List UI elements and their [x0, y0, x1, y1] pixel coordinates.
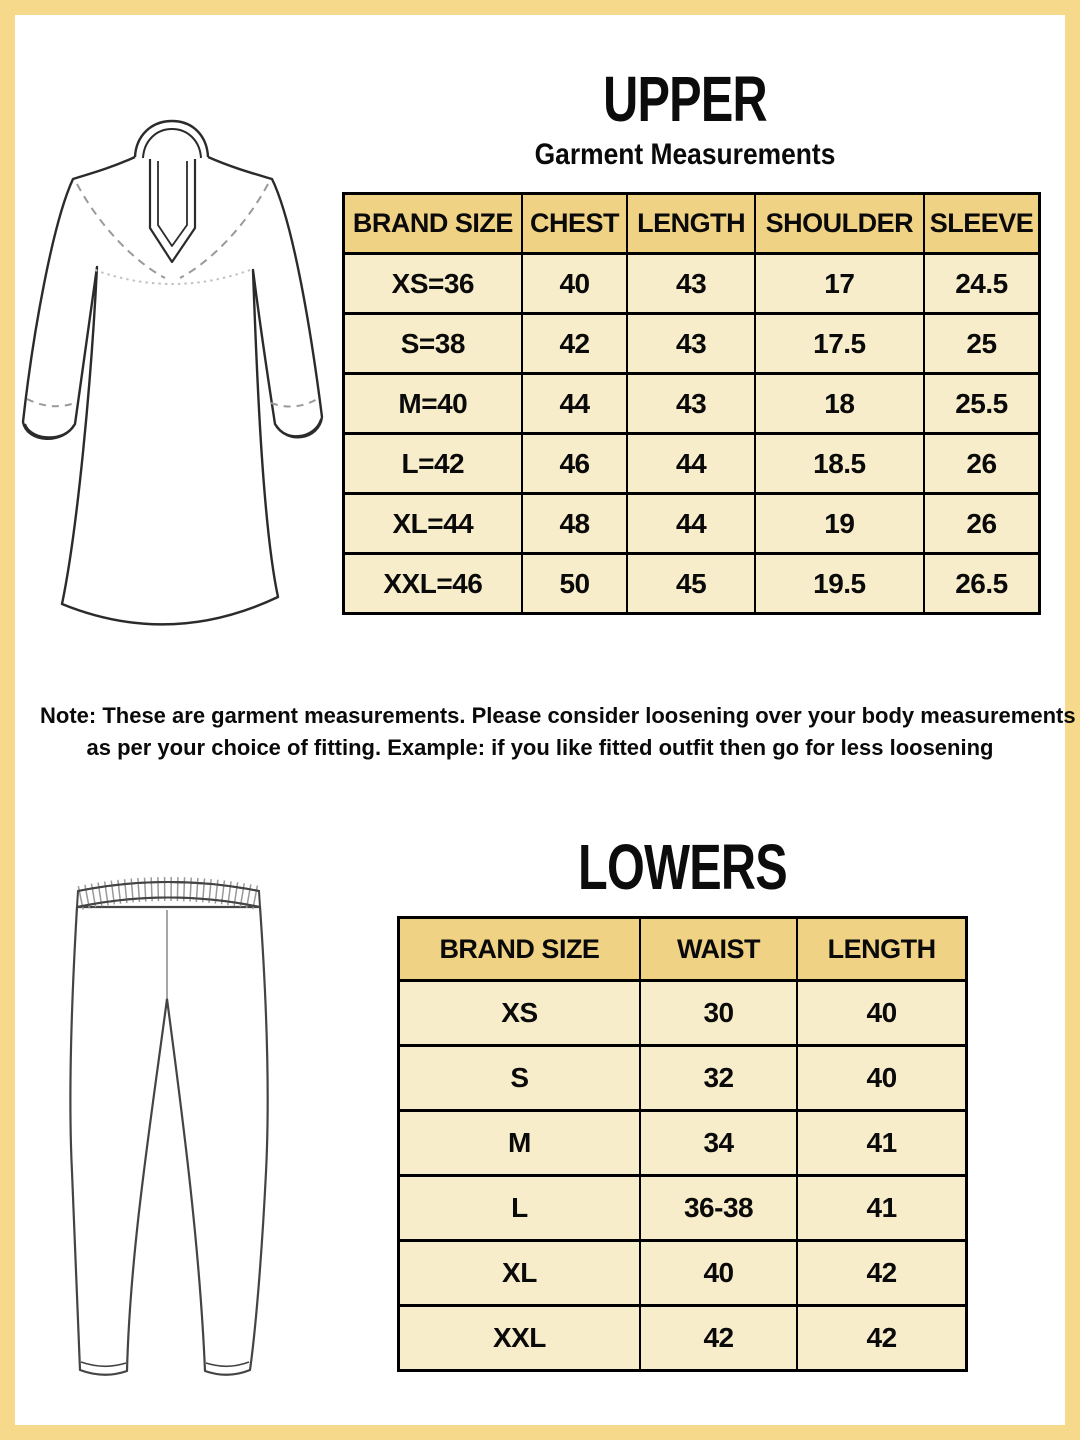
table-row — [344, 494, 1040, 554]
cell: 43 — [627, 374, 754, 434]
cell: 42 — [797, 1241, 966, 1306]
lowers-size-table — [397, 916, 968, 1372]
cell: 44 — [522, 374, 628, 434]
column-header: SLEEVE — [924, 194, 1040, 254]
cell: 25.5 — [924, 374, 1040, 434]
table-row — [399, 1241, 967, 1306]
cell: XXL — [399, 1306, 640, 1371]
cell: 46 — [522, 434, 628, 494]
column-header: BRAND SIZE — [399, 918, 640, 981]
lowers-section-title: LOWERS — [578, 831, 787, 903]
header-row — [399, 918, 967, 981]
cell: 32 — [640, 1046, 797, 1111]
cell: 17 — [755, 254, 924, 314]
cell: 40 — [640, 1241, 797, 1306]
cell: L — [399, 1176, 640, 1241]
cell: 43 — [627, 254, 754, 314]
cell: S=38 — [344, 314, 522, 374]
column-header: WAIST — [640, 918, 797, 981]
cell: 44 — [627, 434, 754, 494]
cell: 43 — [627, 314, 754, 374]
column-header: CHEST — [522, 194, 628, 254]
cell: 34 — [640, 1111, 797, 1176]
cell: 26 — [924, 494, 1040, 554]
cell: 19.5 — [755, 554, 924, 614]
cell: 42 — [522, 314, 628, 374]
cell: XS=36 — [344, 254, 522, 314]
cell: 50 — [522, 554, 628, 614]
table-row — [344, 254, 1040, 314]
table-row — [344, 434, 1040, 494]
cell: 30 — [640, 981, 797, 1046]
cell: 26.5 — [924, 554, 1040, 614]
cell: 19 — [755, 494, 924, 554]
cell: 36-38 — [640, 1176, 797, 1241]
note-text — [40, 700, 1076, 764]
cell: 48 — [522, 494, 628, 554]
cell: 40 — [522, 254, 628, 314]
cell: 41 — [797, 1111, 966, 1176]
cell: 24.5 — [924, 254, 1040, 314]
table-row — [399, 1176, 967, 1241]
cell: 44 — [627, 494, 754, 554]
cell: 18.5 — [755, 434, 924, 494]
cell: XXL=46 — [344, 554, 522, 614]
cell: 42 — [640, 1306, 797, 1371]
cell: M — [399, 1111, 640, 1176]
header-row — [344, 194, 1040, 254]
table-row — [344, 374, 1040, 434]
upper-section-subtitle: Garment Measurements — [534, 138, 836, 171]
cell: 25 — [924, 314, 1040, 374]
column-header: LENGTH — [627, 194, 754, 254]
note-line-2: as per your choice of fitting. Example: if you like fitted outfit then go for less loosening — [86, 734, 994, 760]
upper-section-title: UPPER — [603, 63, 767, 135]
cell: 40 — [797, 981, 966, 1046]
cell: S — [399, 1046, 640, 1111]
upper-size-table — [342, 192, 1041, 615]
cell: 18 — [755, 374, 924, 434]
cell: 45 — [627, 554, 754, 614]
column-header: BRAND SIZE — [344, 194, 522, 254]
cell: XL — [399, 1241, 640, 1306]
cell: 42 — [797, 1306, 966, 1371]
cell: 26 — [924, 434, 1040, 494]
cell: 41 — [797, 1176, 966, 1241]
column-header: LENGTH — [797, 918, 966, 981]
kurta-illustration — [15, 112, 333, 652]
table-row — [399, 1046, 967, 1111]
cell: M=40 — [344, 374, 522, 434]
table-row — [344, 554, 1040, 614]
note-line-1: Note: These are garment measurements. Please consider loosening over your body measurements — [40, 703, 1076, 728]
table-row — [399, 981, 967, 1046]
table-row — [399, 1306, 967, 1371]
cell: 17.5 — [755, 314, 924, 374]
cell: XL=44 — [344, 494, 522, 554]
table-row — [399, 1111, 967, 1176]
pants-illustration — [60, 872, 315, 1400]
column-header: SHOULDER — [755, 194, 924, 254]
cell: XS — [399, 981, 640, 1046]
table-row — [344, 314, 1040, 374]
cell: L=42 — [344, 434, 522, 494]
cell: 40 — [797, 1046, 966, 1111]
